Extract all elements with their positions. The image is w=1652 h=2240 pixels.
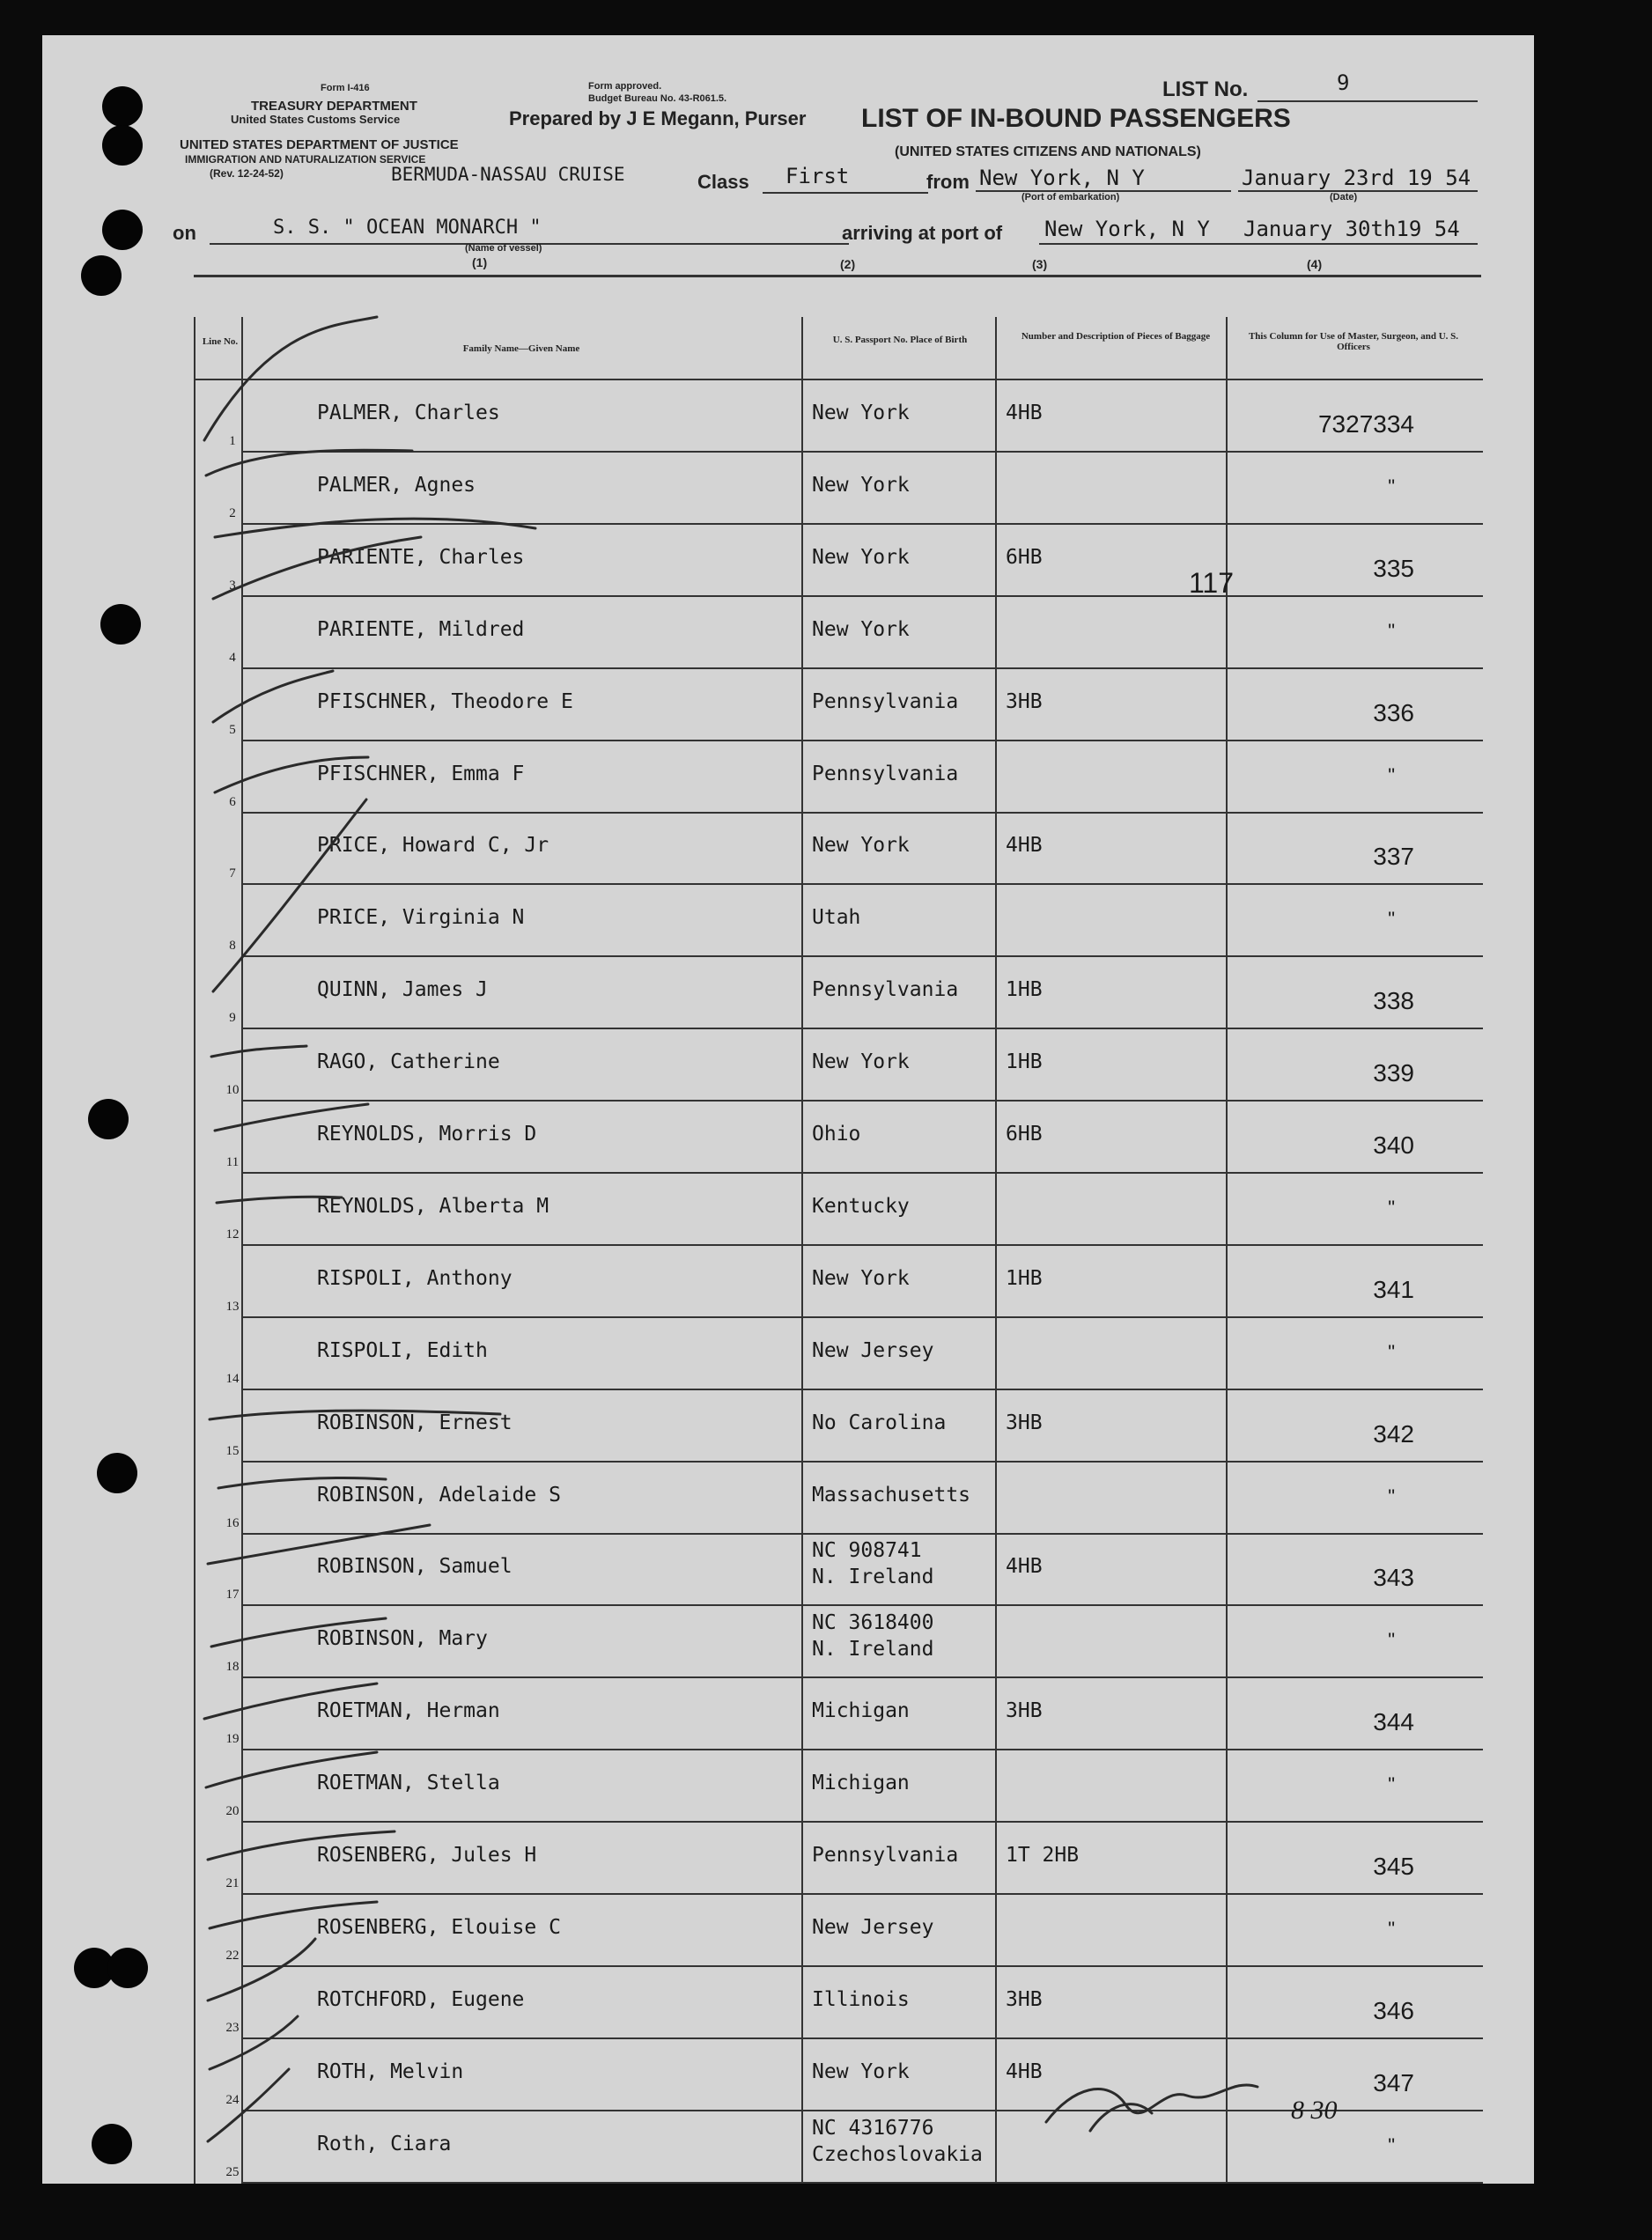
port-embark-label: (Port of embarkation) [1021,192,1120,203]
birth-place: N. Ireland [812,1566,934,1589]
passenger-name: RAGO, Catherine [317,1050,500,1074]
passenger-name: ROETMAN, Herman [317,1699,500,1723]
list-no-label: LIST No. [1162,77,1249,101]
line-number: 4 [229,650,236,665]
line-number: 24 [225,2092,240,2107]
check-mark [213,671,333,722]
passenger-name: ROSENBERG, Jules H [317,1844,537,1867]
prepared-by: Prepared by J E Megann, Purser [509,107,807,129]
passenger-name: PRICE, Howard C, Jr [317,834,549,858]
place-of-birth: Michigan [812,1772,910,1795]
immigration-label: IMMIGRATION AND NATURALIZATION SERVICE [185,153,426,166]
treasury-label: TREASURY DEPARTMENT [251,99,417,114]
officer-note: " [1388,2133,1395,2156]
baggage: 3HB [1006,1411,1043,1434]
passenger-name: ROTH, Melvin [317,2059,464,2083]
line-number: 5 [229,722,236,737]
officer-note: " [1388,1917,1395,1940]
passenger-name: ROSENBERG, Elouise C [317,1915,561,1939]
place-of-birth: New York [812,2059,910,2083]
class-label: Class [697,171,749,193]
passenger-name: PARIENTE, Charles [317,545,525,569]
officer-note: 338 [1373,987,1414,1015]
check-mark [211,1618,386,1647]
officer-note: " [1388,908,1395,931]
line-number: 6 [229,794,236,809]
header-name: Family Name—Given Name [462,343,580,354]
departure-date: January 23rd 19 54 [1242,166,1471,190]
place-of-birth: New Jersey [812,1915,934,1939]
place-of-birth: New York [812,834,910,858]
baggage: 1T 2HB [1006,1844,1080,1867]
line-number: 21 [225,1876,240,1890]
place-of-birth: New York [812,545,910,569]
officer-note: " [1388,619,1395,642]
check-mark [210,1902,377,1928]
arriving-label: arriving at port of [842,222,1003,244]
check-mark [208,1525,430,1564]
place-of-birth: New York [812,1050,910,1074]
baggage: 1HB [1006,1266,1043,1290]
place-of-birth: Pennsylvania [812,762,959,785]
passenger-name: PRICE, Virginia N [317,906,525,930]
check-mark [213,537,421,599]
cruise-name: BERMUDA-NASSAU CRUISE [391,164,625,185]
check-mark [206,1752,377,1787]
from-value: New York, N Y [979,166,1145,190]
line-number: 8 [229,939,236,954]
date-label: (Date) [1330,192,1358,203]
line-number: 11 [225,1155,240,1169]
column-number-1: (1) [472,255,488,269]
check-mark [215,1104,368,1131]
place-of-birth: New York [812,1266,910,1290]
passenger-name: REYNOLDS, Morris D [317,1123,537,1146]
place-of-birth: Massachusetts [812,1483,971,1507]
line-number: 13 [225,1299,240,1314]
column-number-4: (4) [1307,257,1323,271]
line-number: 12 [225,1227,240,1242]
line-number: 1 [229,434,236,448]
vessel-label: (Name of vessel) [465,243,542,254]
header-officers: This Column for Use of Master, Surgeon, and U. S. Officers [1248,331,1459,352]
place-of-birth: Pennsylvania [812,978,959,1002]
officer-note: 346 [1373,1996,1414,2024]
passport-number: NC 908741 [812,1539,922,1563]
baggage: 6HB [1006,545,1043,569]
form-approved: Form approved. [588,81,662,92]
baggage: 1HB [1006,978,1043,1002]
passenger-name: Roth, Ciara [317,2132,452,2155]
check-mark [206,450,412,475]
place-of-birth: New York [812,402,910,424]
header-line-no: Line No. [202,336,239,347]
officer-note: 342 [1373,1419,1414,1448]
place-of-birth: New Jersey [812,1338,934,1362]
passenger-name: PARIENTE, Mildred [317,617,525,641]
officer-note: 340 [1373,1131,1414,1159]
place-of-birth: Pennsylvania [812,1844,959,1867]
line-number: 3 [229,578,236,593]
officer-note: 343 [1373,1564,1414,1592]
column-number-2: (2) [840,257,856,271]
baggage: 4HB [1006,834,1043,858]
officer-note: " [1388,475,1395,497]
passenger-name: ROETMAN, Stella [317,1772,500,1795]
passenger-name: PALMER, Agnes [317,473,476,497]
baggage: 6HB [1006,1123,1043,1146]
check-mark [208,1939,315,2001]
arrival-port: New York, N Y [1044,217,1210,241]
vessel-name: S. S. " OCEAN MONARCH " [273,217,542,239]
passenger-name: QUINN, James J [317,978,488,1002]
line-number: 9 [229,1011,236,1026]
check-mark [204,1684,377,1719]
officer-note: " [1388,763,1395,786]
check-marks [42,35,1534,2184]
list-title: LIST OF IN-BOUND PASSENGERS [861,104,1291,133]
check-mark [218,1477,386,1488]
passenger-name: PFISCHNER, Emma F [317,762,525,785]
line-number: 10 [225,1083,240,1098]
place-of-birth: New York [812,473,910,497]
arrival-date: January 30th19 54 [1243,217,1460,241]
place-of-birth: Pennsylvania [812,689,959,713]
header-passport: U. S. Passport No. Place of Birth [832,335,968,345]
passenger-name: ROBINSON, Mary [317,1627,488,1651]
on-label: on [173,222,196,244]
line-number: 19 [225,1732,240,1747]
officer-note: " [1388,1773,1395,1796]
officer-note: " [1388,1196,1395,1219]
officer-note: 335 [1373,554,1414,582]
baggage: 1HB [1006,1050,1043,1074]
budget-bureau: Budget Bureau No. 43-R061.5. [588,93,727,104]
check-mark [215,519,535,537]
from-label: from [926,171,970,193]
passenger-name: REYNOLDS, Alberta M [317,1194,549,1218]
line-number: 7 [229,866,236,881]
passenger-name: PFISCHNER, Theodore E [317,689,573,713]
place-of-birth: New York [812,617,910,641]
check-mark [211,1046,306,1057]
check-mark [210,2016,298,2069]
line-number: 20 [225,1804,240,1819]
line-number: 23 [225,2020,240,2035]
officer-note: 339 [1373,1059,1414,1087]
header-baggage: Number and Description of Pieces of Baggage [1021,331,1211,342]
handwritten-footer-note: 8 30 [1291,2096,1338,2125]
officer-note: 341 [1373,1275,1414,1303]
justice-label: UNITED STATES DEPARTMENT OF JUSTICE [180,137,459,152]
line-number: 16 [225,1515,240,1530]
officer-note: 336 [1373,698,1414,726]
baggage: 4HB [1006,1555,1043,1579]
check-mark [215,757,368,792]
passport-number: NC 3618400 [812,1611,934,1635]
check-mark [210,1411,500,1419]
baggage: 4HB [1006,2059,1043,2083]
passenger-name: RISPOLI, Edith [317,1338,488,1362]
baggage: 3HB [1006,689,1043,713]
officer-note: " [1388,1629,1395,1652]
baggage: 3HB [1006,1699,1043,1723]
officer-note: 337 [1373,843,1414,871]
line-number: 14 [225,1371,240,1386]
officer-note: 345 [1373,1853,1414,1880]
line-number: 18 [225,1660,240,1675]
baggage: 3HB [1006,1987,1043,2011]
class-value: First [785,164,850,188]
passenger-name: PALMER, Charles [317,402,500,424]
birth-place: N. Ireland [812,1638,934,1662]
form-number: Form I-416 [321,83,370,93]
place-of-birth: Utah [812,906,861,930]
place-of-birth: No Carolina [812,1411,947,1434]
passenger-name: ROTCHFORD, Eugene [317,1987,525,2011]
customs-label: United States Customs Service [231,113,401,126]
list-no-value: 9 [1337,70,1350,95]
passport-number: NC 4316776 [812,2116,934,2140]
birth-place: Czechoslovakia [812,2142,983,2166]
line-number: 2 [229,505,236,520]
officer-note: 7327334 [1317,410,1414,438]
handwritten-117: 117 [1189,567,1235,599]
officer-note: " [1388,1340,1395,1363]
passenger-name: ROBINSON, Ernest [317,1411,513,1434]
list-subtitle: (UNITED STATES CITIZENS AND NATIONALS) [895,144,1201,159]
place-of-birth: Ohio [812,1123,861,1146]
passenger-name: ROBINSON, Adelaide S [317,1483,561,1507]
passenger-name: RISPOLI, Anthony [317,1266,513,1290]
check-mark [208,2069,289,2141]
officer-note: 344 [1373,1708,1414,1736]
officer-note: 347 [1373,2068,1414,2096]
line-number: 17 [225,1588,240,1603]
check-mark [204,317,377,440]
revision-label: (Rev. 12-24-52) [210,167,284,180]
line-number: 22 [225,1948,240,1963]
manifest-page [42,35,1534,2184]
baggage: 4HB [1006,402,1043,424]
check-mark [213,799,366,991]
line-number: 25 [225,2164,240,2179]
check-mark [208,1831,395,1860]
signature-scribble [1046,2085,1257,2131]
passenger-name: ROBINSON, Samuel [317,1555,513,1579]
check-mark [217,1197,342,1203]
place-of-birth: Illinois [812,1987,910,2011]
column-number-3: (3) [1032,257,1048,271]
place-of-birth: Michigan [812,1699,910,1723]
line-number: 15 [225,1443,240,1458]
place-of-birth: Kentucky [812,1194,910,1218]
officer-note: " [1388,1485,1395,1507]
